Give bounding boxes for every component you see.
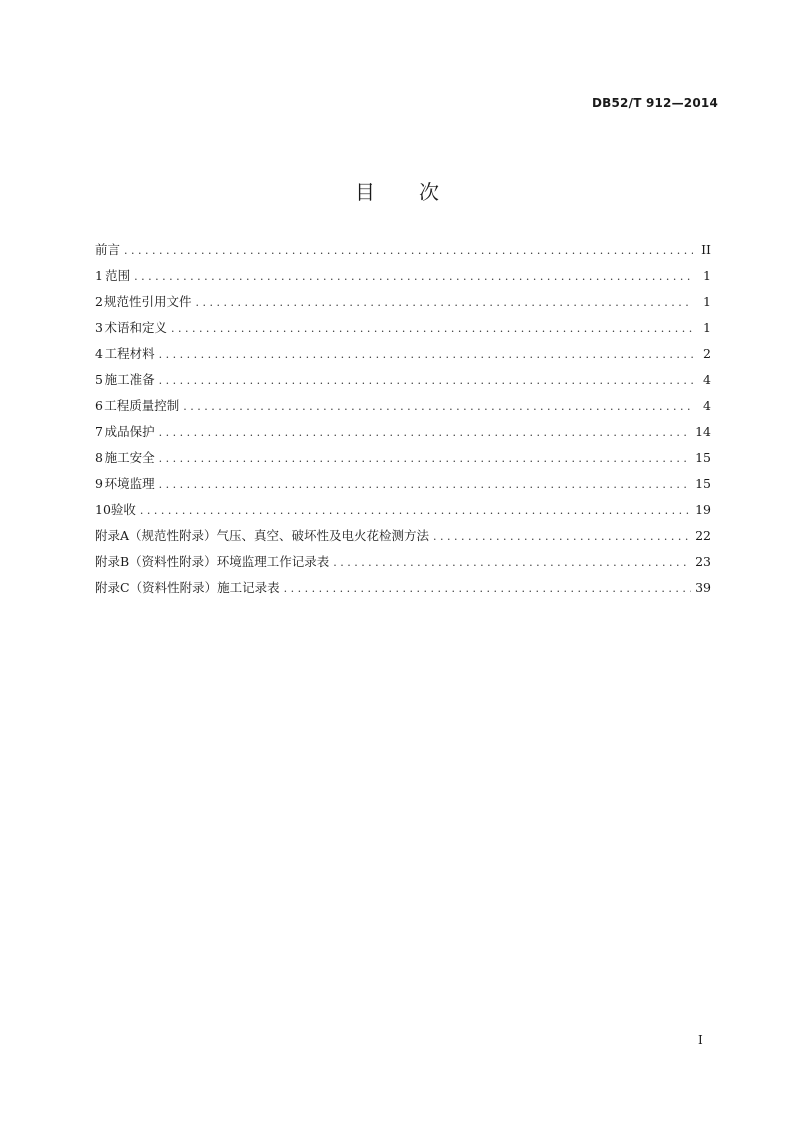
toc-entry-number: 附录A（规范性附录） [95, 528, 217, 543]
toc-entry-page: 2 [703, 346, 711, 361]
toc-entry-page: 15 [695, 450, 711, 465]
toc-entry-number: 4 [95, 346, 103, 361]
toc-entry-page: 23 [695, 554, 711, 569]
toc-entry-label: 成品保护 [104, 424, 155, 439]
table-of-contents [95, 237, 711, 601]
toc-title-left: 目 [355, 180, 375, 204]
toc-title [0, 176, 794, 205]
toc-entry-page: 1 [703, 268, 711, 283]
toc-entry-page: II [701, 242, 711, 257]
toc-entry-6[interactable] [95, 393, 711, 419]
toc-leader-dots [159, 342, 693, 368]
toc-entry-number: 5 [95, 372, 103, 387]
toc-entry-page: 22 [695, 528, 711, 543]
toc-entry-number: 附录B（资料性附录） [95, 554, 217, 569]
toc-entry-number: 8 [95, 450, 103, 465]
toc-leader-dots [134, 264, 693, 290]
toc-entry-number: 10 [95, 502, 111, 517]
toc-entry-9[interactable] [95, 471, 711, 497]
toc-leader-dots [124, 238, 693, 264]
toc-entry-number: 7 [95, 424, 103, 439]
toc-leader-dots [159, 368, 693, 394]
toc-title-right: 次 [419, 180, 439, 204]
toc-entry-page: 1 [703, 294, 711, 309]
toc-entry-2[interactable] [95, 289, 711, 315]
toc-entry-label: 施工准备 [104, 372, 155, 387]
toc-leader-dots [140, 498, 691, 524]
toc-entry-label: 前言 [95, 242, 121, 257]
page-number: I [698, 1033, 703, 1047]
toc-entry-page: 39 [695, 580, 711, 595]
toc-entry-number: 1 [95, 268, 103, 283]
toc-leader-dots [196, 290, 694, 316]
toc-entry-page: 19 [695, 502, 711, 517]
toc-entry-4[interactable] [95, 341, 711, 367]
toc-entry-page: 1 [703, 320, 711, 335]
toc-entry-number: 2 [95, 294, 103, 309]
toc-leader-dots [171, 316, 693, 342]
toc-entry-number: 9 [95, 476, 103, 491]
toc-entry-7[interactable] [95, 419, 711, 445]
toc-entry-number: 3 [95, 320, 103, 335]
toc-entry-label: 范围 [105, 268, 131, 283]
toc-leader-dots [333, 550, 691, 576]
toc-entry-5[interactable] [95, 367, 711, 393]
toc-entry-page: 15 [695, 476, 711, 491]
toc-entry-label: 施工安全 [104, 450, 155, 465]
toc-entry-page: 4 [703, 372, 711, 387]
toc-entry-10[interactable] [95, 497, 711, 523]
toc-entry-label: 工程材料 [104, 346, 155, 361]
document-code: DB52/T 912—2014 [592, 96, 718, 110]
toc-leader-dots [159, 420, 691, 446]
toc-entry-appendix-c[interactable] [95, 575, 711, 601]
toc-entry-label: 规范性引用文件 [103, 294, 192, 309]
toc-leader-dots [159, 472, 691, 498]
toc-entry-label: 工程质量控制 [104, 398, 180, 413]
toc-entry-number: 6 [95, 398, 103, 413]
toc-entry-label: 验收 [110, 502, 136, 517]
toc-entry-number: 附录C（资料性附录） [95, 580, 218, 595]
toc-entry-3[interactable] [95, 315, 711, 341]
toc-entry-foreword[interactable] [95, 237, 711, 263]
toc-entry-label: 环境监理 [104, 476, 155, 491]
toc-entry-label: 气压、真空、破坏性及电火花检测方法 [216, 528, 430, 543]
toc-entry-appendix-a[interactable] [95, 523, 711, 549]
toc-leader-dots [433, 524, 691, 550]
toc-entry-appendix-b[interactable] [95, 549, 711, 575]
toc-entry-1[interactable] [95, 263, 711, 289]
toc-leader-dots [284, 576, 692, 602]
toc-entry-label: 术语和定义 [104, 320, 167, 335]
toc-entry-page: 14 [695, 424, 711, 439]
toc-leader-dots [183, 394, 693, 420]
toc-entry-page: 4 [703, 398, 711, 413]
toc-entry-8[interactable] [95, 445, 711, 471]
toc-leader-dots [159, 446, 691, 472]
toc-entry-label: 环境监理工作记录表 [216, 554, 330, 569]
toc-entry-label: 施工记录表 [217, 580, 280, 595]
